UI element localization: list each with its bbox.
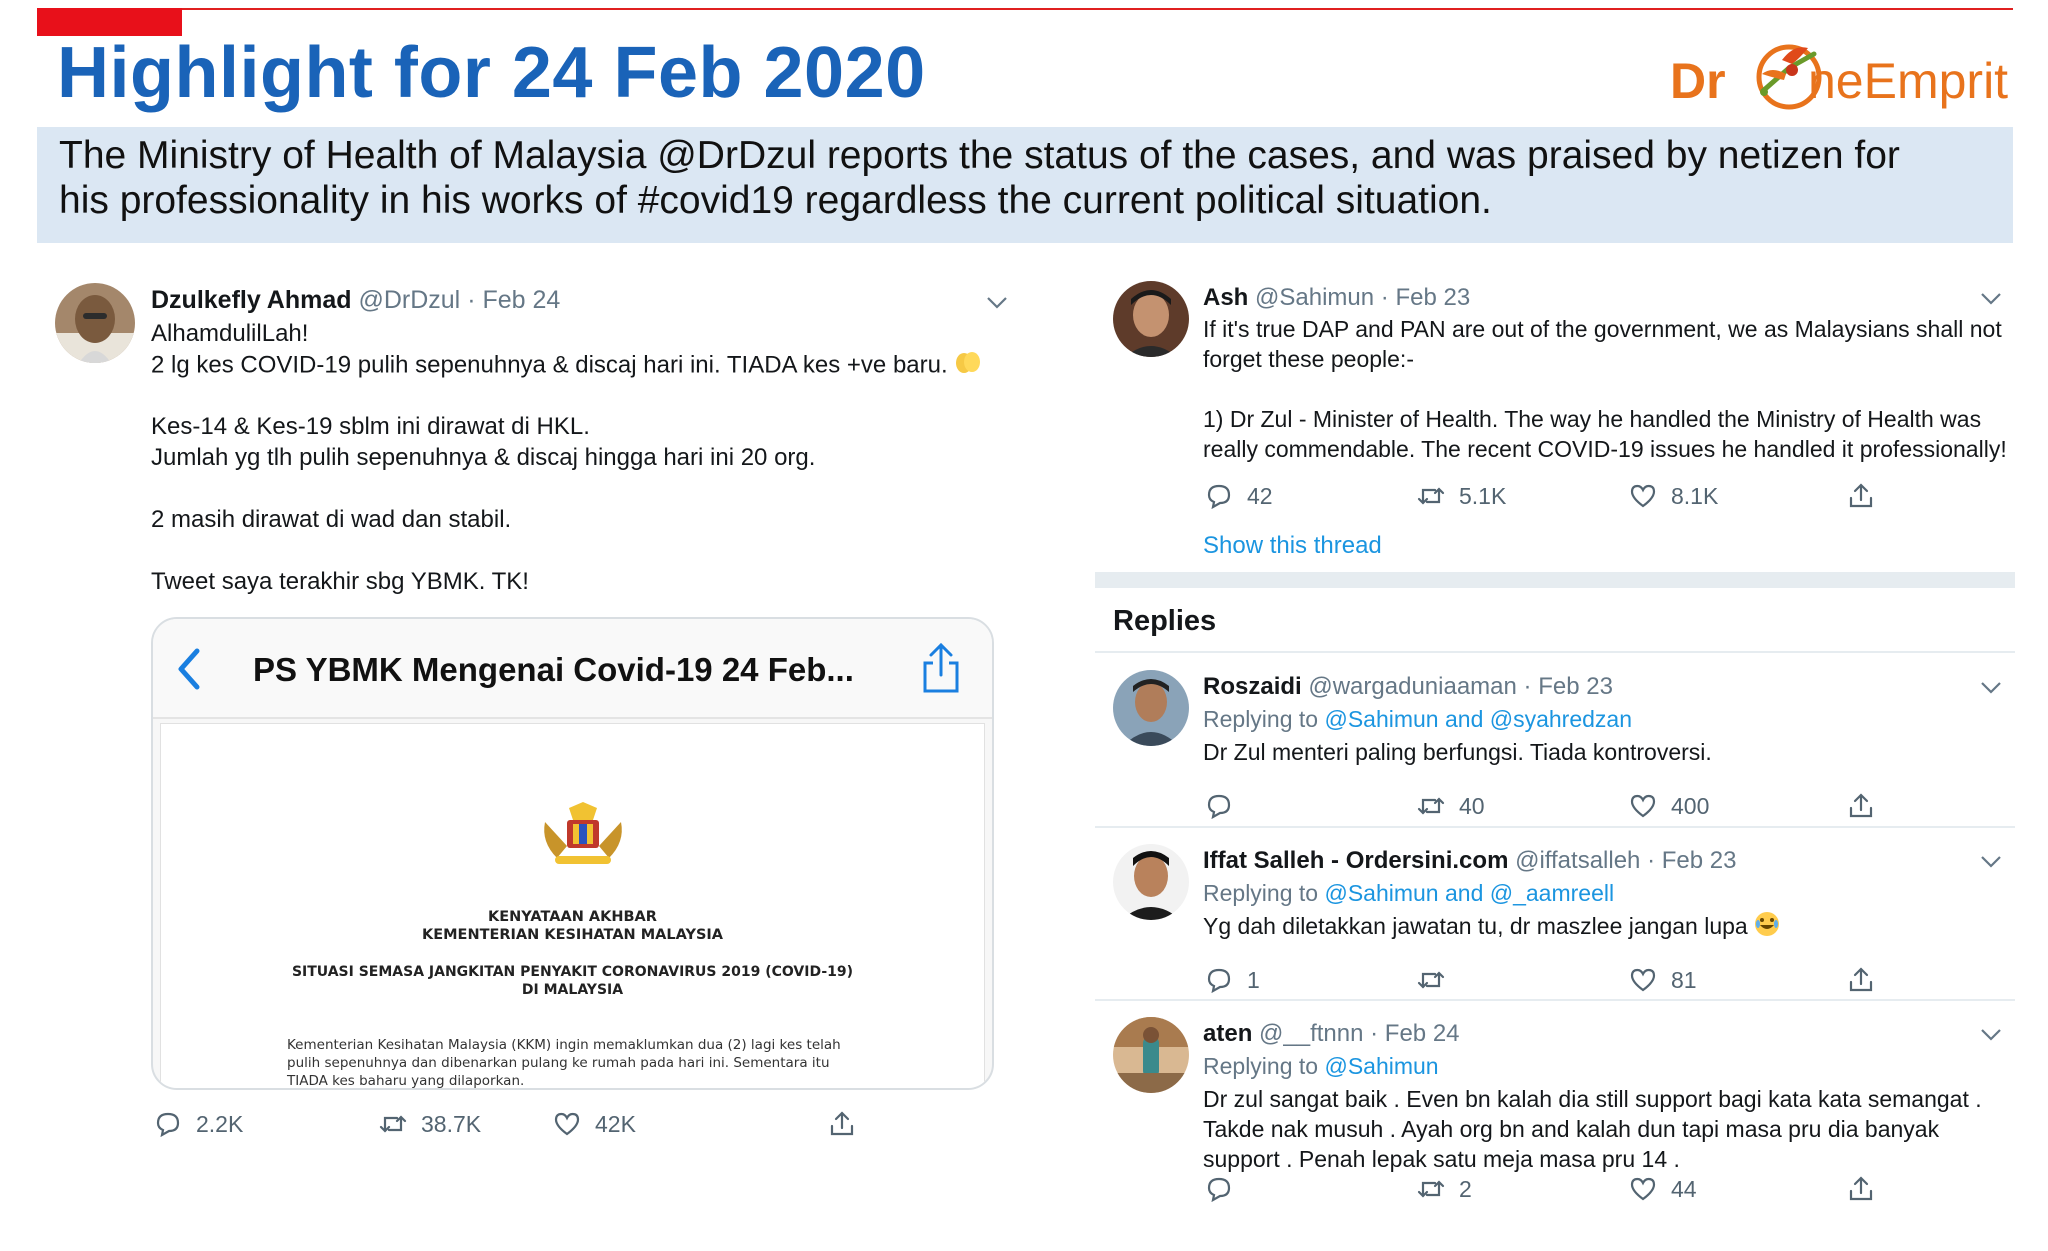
reply-text [1203, 911, 1780, 941]
author-handle[interactable]: @DrDzul [358, 286, 461, 314]
tweet-line: AlhamdulilLah! [151, 320, 309, 347]
press-release-page [160, 723, 985, 1090]
divider [1095, 826, 2015, 828]
reply-actions [1205, 966, 1925, 1000]
top-rule [37, 8, 2013, 10]
tweet-line: Dr Zul menteri paling berfungsi. Tiada kontroversi. [1203, 739, 1712, 765]
media-navbar [153, 619, 992, 719]
thread-panel [1095, 270, 2015, 1230]
like-count: 400 [1671, 792, 1710, 819]
replying-to-label: Replying to [1203, 880, 1319, 906]
tweet-line: If it's true DAP and PAN are out of the government, we as Malaysians shall not [1203, 316, 2002, 342]
tweet-date[interactable]: · Feb 24 [1370, 1020, 1460, 1047]
retweet-button[interactable] [1417, 792, 1485, 820]
tweet-line: Dr zul sangat baik . Even bn kalah dia still support bagi kata kata semangat . [1203, 1086, 1982, 1112]
reply-button[interactable] [1205, 966, 1260, 994]
reply-text [1203, 737, 1712, 767]
tweet-actions [154, 1110, 914, 1144]
reply-count: 1 [1247, 966, 1260, 993]
author-handle[interactable]: @iffatsalleh [1515, 847, 1641, 874]
heart-icon [1629, 792, 1657, 820]
author-handle[interactable]: @wargaduniaaman [1308, 673, 1517, 700]
tweet-text [151, 318, 982, 597]
tweet-header [1203, 284, 1470, 312]
reply-count: 42 [1247, 482, 1273, 509]
tweet-date[interactable]: · Feb 23 [1647, 847, 1737, 874]
author-handle[interactable]: @__ftnnn [1259, 1020, 1364, 1047]
like-count: 81 [1671, 966, 1697, 993]
avatar[interactable] [1113, 1017, 1189, 1093]
tweet-line: Kes-14 & Kes-19 sblm ini dirawat di HKL. [151, 413, 590, 440]
logo-text-rest: neEmprit [1808, 53, 2009, 109]
divider [1095, 651, 2015, 653]
laughing-emoji-icon [1754, 911, 1780, 944]
replying-to [1203, 880, 1614, 907]
avatar-photo [1113, 844, 1189, 920]
author-name[interactable]: Ash [1203, 284, 1249, 311]
retweet-button[interactable] [1417, 1175, 1472, 1203]
logo-text-dr: Dr [1670, 53, 1726, 109]
doc-paragraph-line: pulih sepenuhnya dan dibenarkan pulang ke rumah pada hari ini. Sementara itu [287, 1055, 830, 1071]
share-icon[interactable] [921, 641, 961, 695]
doc-heading: KEMENTERIAN KESIHATAN MALAYSIA [421, 927, 724, 943]
reply-icon [154, 1110, 182, 1138]
doc-paragraph-line: TIADA kes baharu yang dilaporkan. [287, 1073, 525, 1089]
author-name[interactable]: aten [1203, 1020, 1253, 1047]
tweet-line [151, 473, 982, 504]
doc-heading: KENYATAAN AKHBAR [488, 909, 657, 925]
tweet-line: Yg dah diletakkan jawatan tu, dr maszlee jangan lupa [1203, 911, 1780, 941]
tweet-line [151, 535, 982, 566]
tweet-date[interactable]: · Feb 24 [467, 286, 561, 314]
retweet-icon [1417, 792, 1445, 820]
tweet-line [1203, 374, 2007, 404]
like-count: 44 [1671, 1175, 1697, 1202]
droneemprit-logo [1670, 30, 2020, 130]
replying-to-label: Replying to [1203, 1053, 1319, 1079]
like-button[interactable] [1629, 792, 1709, 820]
replying-to-link[interactable]: @Sahimun and @syahredzan [1324, 706, 1633, 732]
malaysia-coat-of-arms-icon [539, 802, 627, 870]
reply-button[interactable] [1205, 482, 1273, 510]
like-button[interactable] [1629, 966, 1697, 994]
summary-line-1: The Ministry of Health of Malaysia @DrDzul reports the status of the cases, and was praised by netizen for [59, 134, 1900, 177]
avatar[interactable] [1113, 670, 1189, 746]
share-icon [1847, 966, 1875, 994]
media-title: PS YBMK Mengenai Covid-19 24 Feb... [253, 651, 854, 688]
share-button[interactable] [1847, 966, 1875, 994]
reply-header [1203, 847, 1736, 875]
reply-header [1203, 673, 1613, 701]
back-chevron-icon[interactable] [175, 647, 201, 691]
avatar[interactable] [1113, 281, 1189, 357]
author-name[interactable]: Iffat Salleh - Ordersini.com [1203, 847, 1509, 874]
like-button[interactable] [1629, 482, 1718, 510]
avatar-photo [1113, 281, 1189, 357]
retweet-count: 5.1K [1459, 482, 1507, 509]
reply-actions [1205, 1175, 1925, 1209]
reply-button[interactable] [1205, 792, 1247, 820]
attached-document-preview[interactable] [151, 617, 994, 1090]
retweet-count: 2 [1459, 1175, 1472, 1202]
doc-heading: DI MALAYSIA [521, 982, 624, 998]
author-handle[interactable]: @Sahimun [1255, 284, 1375, 311]
summary-banner [37, 127, 2013, 243]
tweet-date[interactable]: · Feb 23 [1523, 673, 1613, 700]
share-button[interactable] [1847, 792, 1875, 820]
retweet-count: 40 [1459, 792, 1485, 819]
retweet-button[interactable] [1417, 482, 1506, 510]
reply-header [1203, 1020, 1460, 1048]
avatar-photo [1113, 1017, 1189, 1093]
like-button[interactable] [553, 1110, 636, 1138]
chevron-down-icon[interactable] [1980, 681, 2002, 695]
reply-count: 2.2K [196, 1110, 244, 1137]
page-title: Highlight for 24 Feb 2020 [57, 33, 926, 113]
like-button[interactable] [1629, 1175, 1697, 1203]
chevron-down-icon[interactable] [986, 296, 1008, 310]
reply-button[interactable] [1205, 1175, 1247, 1203]
tweet-header [151, 286, 560, 315]
retweet-button[interactable] [1417, 966, 1459, 994]
tweet-line: 2 lg kes COVID-19 pulih sepenuhnya & discaj hari ini. TIADA kes +ve baru. [151, 349, 982, 380]
share-button[interactable] [1847, 1175, 1875, 1203]
tweet-text [1203, 314, 2007, 464]
reply-text [1203, 1084, 1982, 1174]
heart-icon [1629, 482, 1657, 510]
like-count: 42K [595, 1110, 636, 1137]
avatar[interactable] [1113, 844, 1189, 920]
share-icon [1847, 1175, 1875, 1203]
retweet-count: 38.7K [421, 1110, 482, 1137]
share-icon [1847, 482, 1875, 510]
author-name[interactable]: Dzulkefly Ahmad [151, 286, 352, 314]
tweet-date[interactable]: · Feb 23 [1380, 284, 1471, 311]
chevron-down-icon[interactable] [1980, 292, 2002, 306]
replying-to-link[interactable]: @Sahimun and @_aamreell [1324, 880, 1615, 906]
heart-icon [553, 1110, 581, 1138]
show-thread-link[interactable]: Show this thread [1203, 532, 1382, 559]
summary-line-2: his professionality in his works of #covid19 regardless the current political situation. [59, 179, 1492, 222]
tweet-line: support . Penah lepak satu meja masa pru 14 . [1203, 1146, 1680, 1172]
replying-to [1203, 1053, 1439, 1080]
share-button[interactable] [1847, 482, 1875, 510]
tweet-line: 2 masih dirawat di wad dan stabil. [151, 506, 512, 533]
avatar-photo [1113, 670, 1189, 746]
reply-button[interactable] [154, 1110, 243, 1138]
share-icon [1847, 792, 1875, 820]
tweet-line: 1) Dr Zul - Minister of Health. The way he handled the Ministry of Health was [1203, 406, 1982, 432]
retweet-icon [1417, 482, 1445, 510]
tweet-actions [1205, 482, 1925, 516]
heart-icon [1629, 966, 1657, 994]
tweet-line: Jumlah yg tlh pulih sepenuhnya & discaj hingga hari ini 20 org. [151, 444, 816, 471]
tweet-line: Takde nak musuh . Ayah org bn and kalah dun tapi masa pru dia banyak [1203, 1116, 1940, 1142]
retweet-button[interactable] [379, 1110, 481, 1138]
reply-icon [1205, 482, 1233, 510]
replies-heading: Replies [1113, 605, 1217, 637]
replying-to-link[interactable]: @Sahimun [1324, 1053, 1439, 1079]
author-name[interactable]: Roszaidi [1203, 673, 1302, 700]
tweet-line [151, 380, 982, 411]
tweet-line: Tweet saya terakhir sbg YBMK. TK! [151, 568, 529, 595]
section-divider [1095, 572, 2015, 588]
chevron-down-icon[interactable] [1980, 1028, 2002, 1042]
share-icon [828, 1110, 856, 1138]
retweet-icon [1417, 966, 1445, 994]
reply-icon [1205, 966, 1233, 994]
doc-heading: SITUASI SEMASA JANGKITAN PENYAKIT CORONAVIRUS 2019 (COVID-19) [291, 964, 854, 980]
replying-to-label: Replying to [1203, 706, 1319, 732]
chevron-down-icon[interactable] [1980, 855, 2002, 869]
reply-icon [1205, 792, 1233, 820]
doc-paragraph-line: Kementerian Kesihatan Malaysia (KKM) ingin memaklumkan dua (2) lagi kes telah [287, 1037, 841, 1053]
like-count: 8.1K [1671, 482, 1719, 509]
replying-to [1203, 706, 1632, 733]
avatar[interactable] [55, 283, 135, 363]
main-tweet [50, 280, 1000, 1160]
heart-icon [1629, 1175, 1657, 1203]
clapping-hands-emoji-icon [954, 349, 982, 383]
tweet-line: forget these people:- [1203, 346, 1414, 372]
divider [1095, 999, 2015, 1001]
tweet-line: really commendable. The recent COVID-19 issues he handled it professionally! [1203, 436, 2007, 462]
avatar-photo [55, 283, 135, 363]
retweet-icon [1417, 1175, 1445, 1203]
reply-icon [1205, 1175, 1233, 1203]
retweet-icon [379, 1110, 407, 1138]
share-button[interactable] [828, 1110, 856, 1138]
reply-actions [1205, 792, 1925, 826]
